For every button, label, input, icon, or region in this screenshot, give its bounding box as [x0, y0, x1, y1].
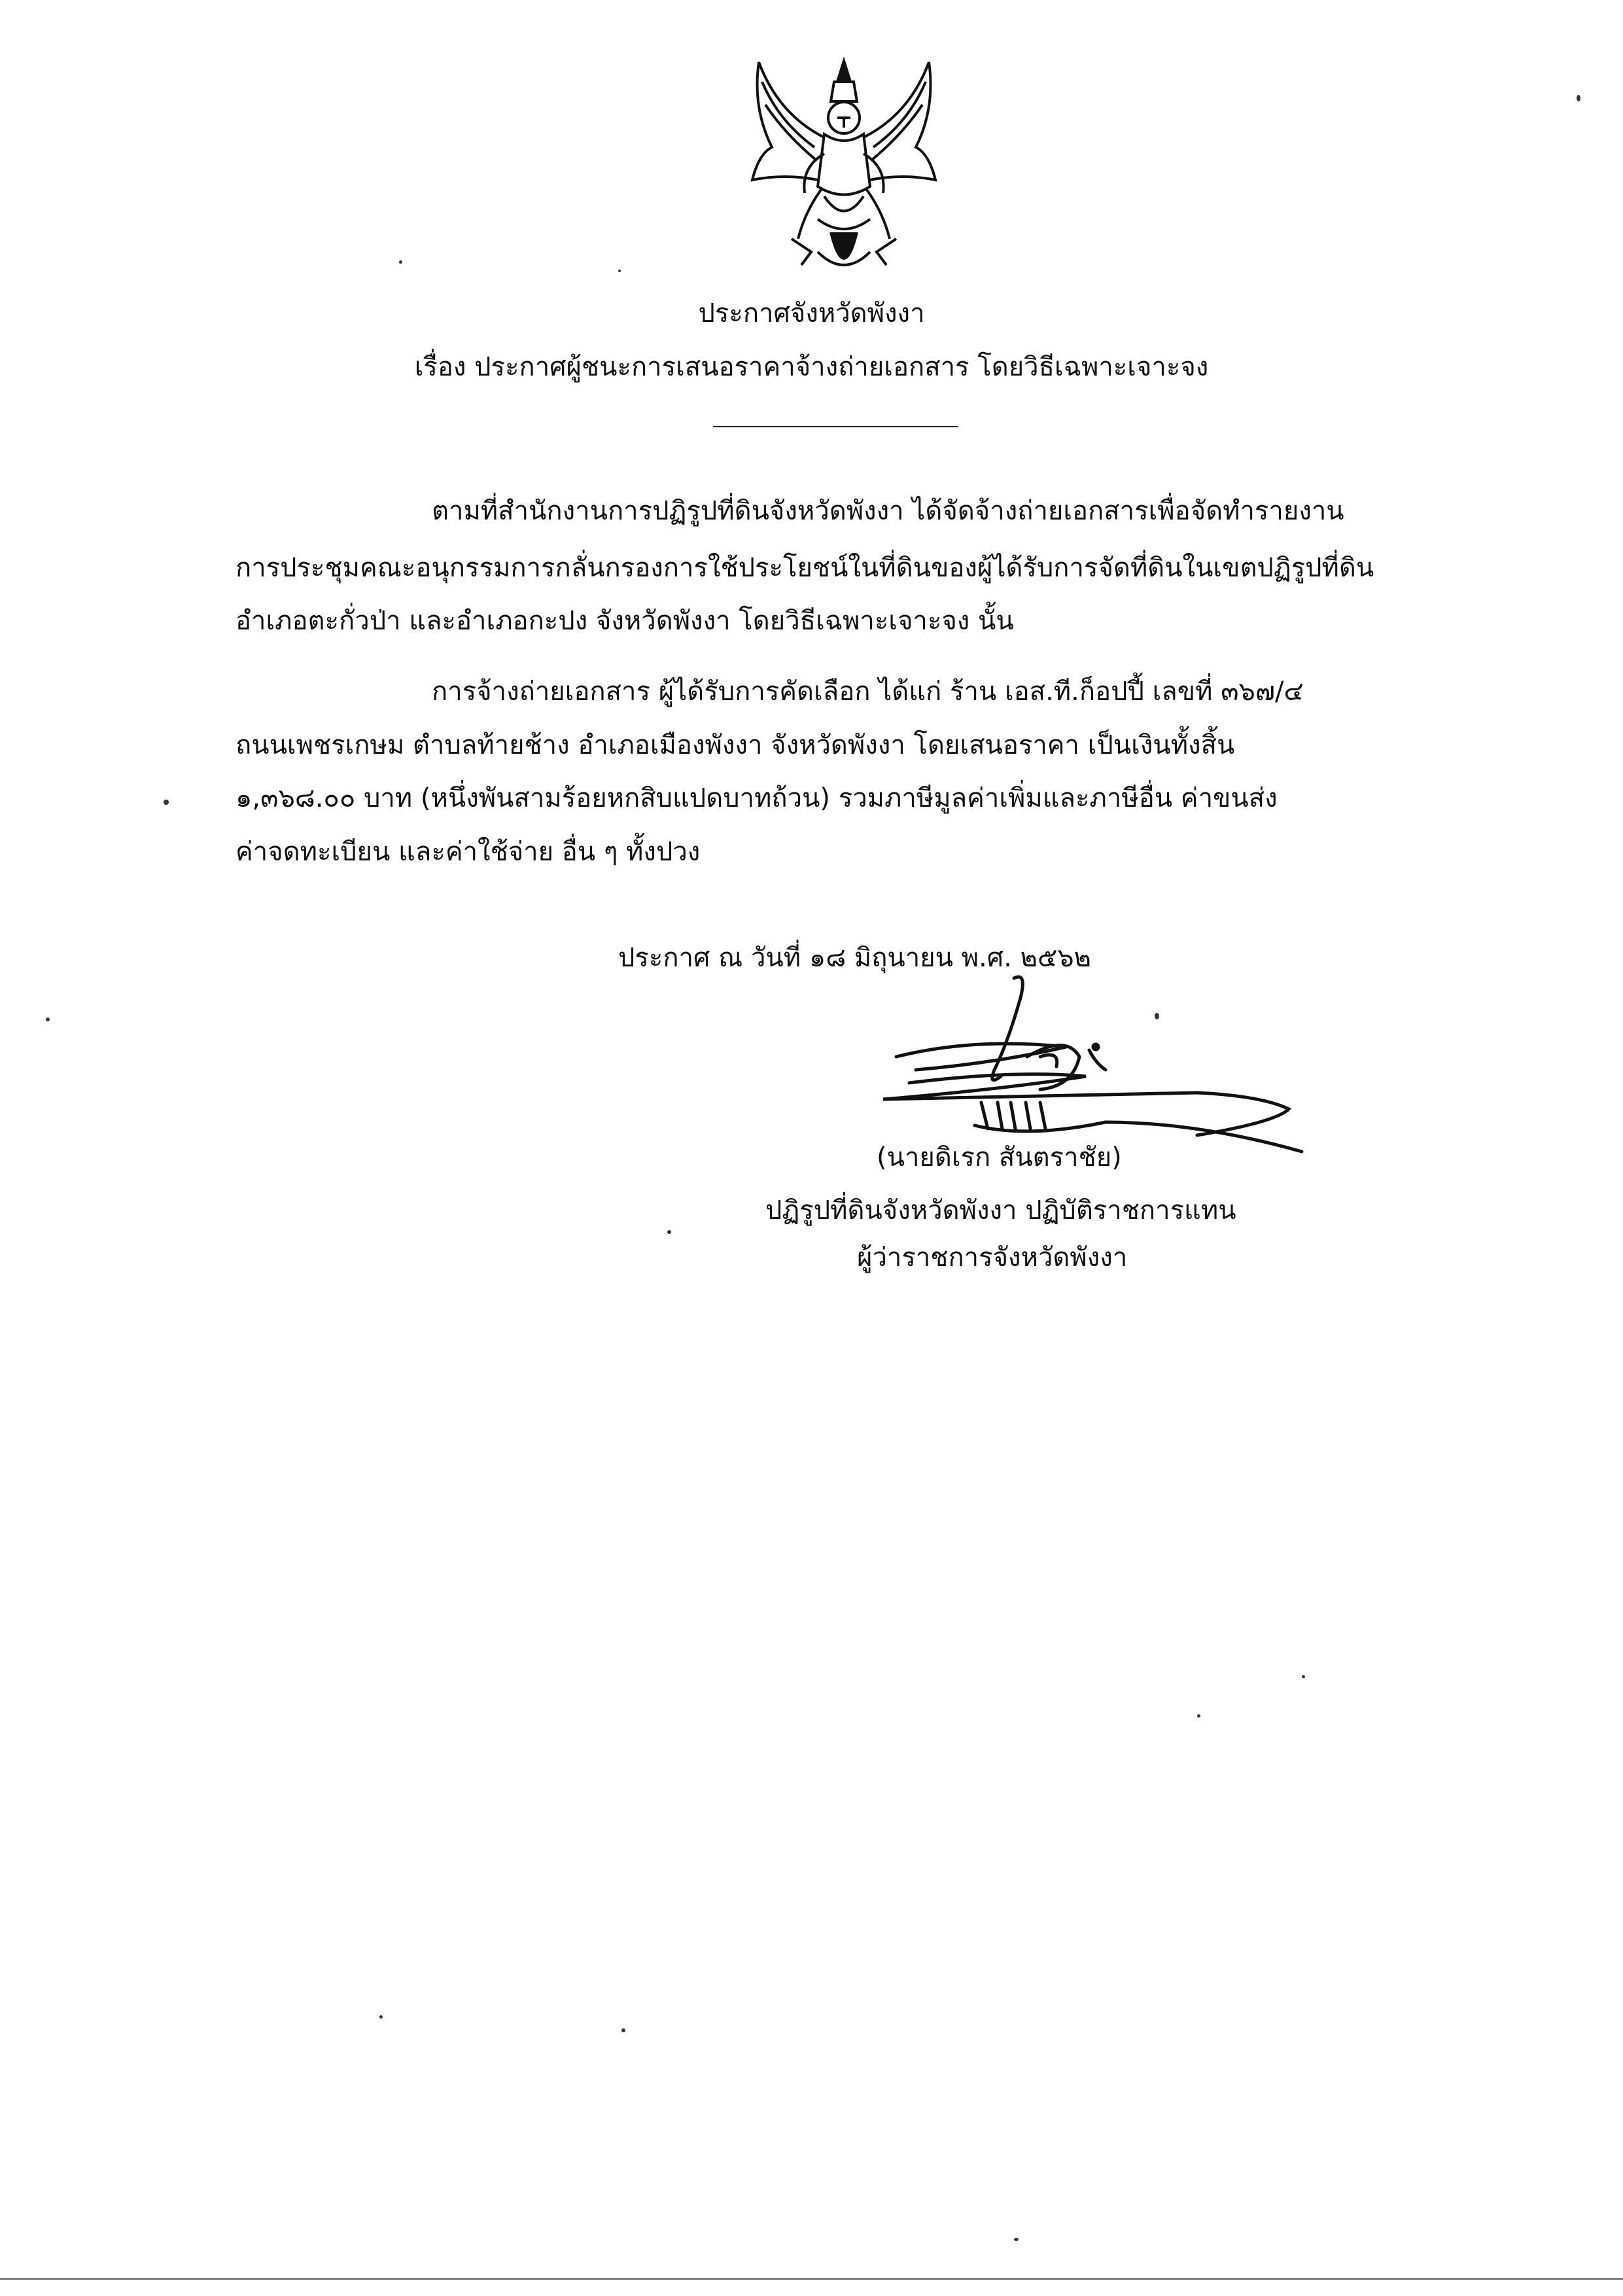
scan-speck [1014, 2238, 1019, 2241]
subject-line: เรื่อง ประกาศผู้ชนะการเสนอราคาจ้างถ่ายเอกสาร โดยวิธีเฉพาะเจาะจง [414, 352, 1209, 382]
signatory-position2: ผู้ว่าราชการจังหวัดพังงา [857, 1243, 1128, 1273]
paragraph1-line1: ตามที่สำนักงานการปฏิรูปที่ดินจังหวัดพังงา ได้จัดจ้างถ่ายเอกสารเพื่อจัดทำรายงาน [432, 496, 1344, 526]
garuda-emblem-icon [739, 56, 949, 291]
paragraph2-line1: การจ้างถ่ายเอกสาร ผู้ได้รับการคัดเลือก ได้แก่ ร้าน เอส.ที.ก็อปปี้ เลขที่ ๓๖๗/๔ [432, 677, 1304, 707]
announcement-date: ประกาศ ณ วันที่ ๑๘ มิถุนายน พ.ศ. ๒๕๖๒ [618, 943, 1092, 973]
scan-speck [667, 1230, 671, 1234]
scan-speck [46, 1017, 50, 1021]
scan-speck [621, 2028, 625, 2032]
scan-speck [618, 270, 621, 272]
scan-speck [164, 800, 169, 805]
handwritten-signature-icon [831, 972, 1315, 1168]
paragraph1-line2: การประชุมคณะอนุกรรมการกลั่นกรองการใช้ประโยชน์ในที่ดินของผู้ได้รับการจัดที่ดินในเขตปฏิรูปที่ดิน [236, 553, 1374, 583]
signatory-position1: ปฏิรูปที่ดินจังหวัดพังงา ปฏิบัติราชการแทน [765, 1195, 1236, 1226]
paragraph2-line3: ๑,๓๖๘.๐๐ บาท (หนึ่งพันสามร้อยหกสิบแปดบาทถ้วน) รวมภาษีมูลค่าเพิ่มและภาษีอื่น ค่าขนส่ง [236, 783, 1278, 813]
scan-speck [399, 260, 402, 264]
scan-speck [1197, 1714, 1200, 1718]
scan-speck [1577, 95, 1580, 101]
title-divider [713, 426, 958, 427]
page-bottom-edge [0, 2278, 1623, 2280]
paragraph2-line4: ค่าจดทะเบียน และค่าใช้จ่าย อื่น ๆ ทั้งปวง [236, 837, 701, 867]
signatory-name: (นายดิเรก สันตราชัย) [877, 1142, 1122, 1173]
paragraph1-line3: อำเภอตะกั่วป่า และอำเภอกะปง จังหวัดพังงา โดยวิธีเฉพาะเจาะจง นั้น [236, 606, 1014, 636]
issuer-title: ประกาศจังหวัดพังงา [698, 298, 925, 328]
paragraph2-line2: ถนนเพชรเกษม ตำบลท้ายช้าง อำเภอเมืองพังงา จังหวัดพังงา โดยเสนอราคา เป็นเงินทั้งสิ้น [236, 730, 1235, 760]
scan-speck [1302, 1675, 1305, 1678]
scan-speck [1155, 1013, 1159, 1019]
scan-speck [379, 2015, 383, 2019]
